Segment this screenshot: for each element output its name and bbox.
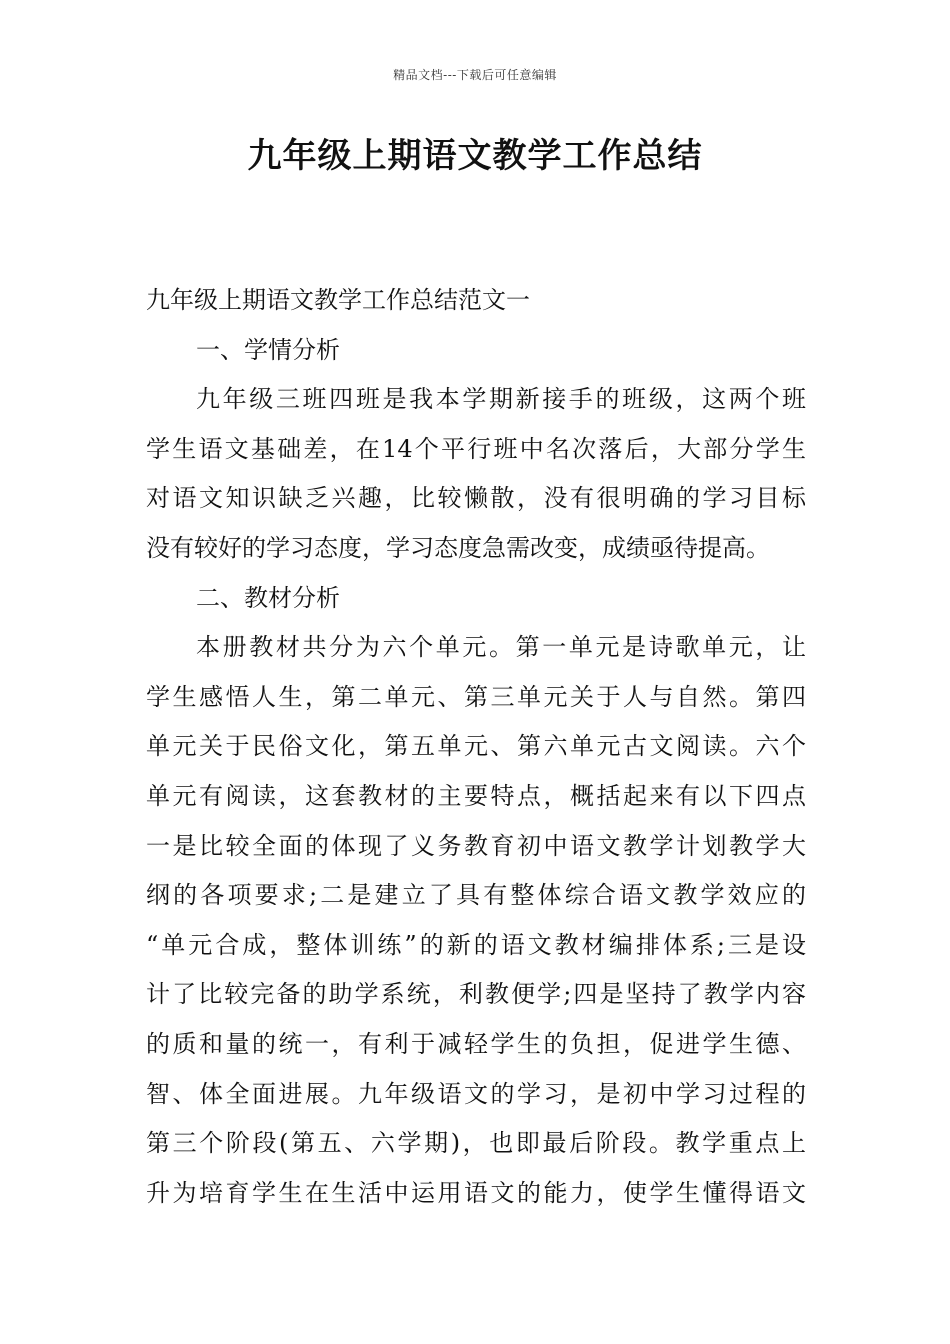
paragraph-line: 单元关于民俗文化，第五单元、第六单元古文阅读。六个	[146, 732, 806, 761]
paragraph-line: 九年级三班四班是我本学期新接手的班级，这两个班	[196, 385, 806, 414]
document-body	[146, 276, 806, 1218]
paragraph-line: 一是比较全面的体现了义务教育初中语文教学计划教学大	[146, 831, 806, 860]
paragraph-line: 对语文知识缺乏兴趣，比较懒散，没有很明确的学习目标	[146, 484, 806, 513]
part1-heading: 一、学情分析	[196, 335, 340, 364]
paragraph-line: 没有较好的学习态度，学习态度急需改变，成绩亟待提高。	[146, 533, 770, 562]
section-heading: 九年级上期语文教学工作总结范文一	[146, 286, 530, 314]
paragraph-line: 学生感悟人生，第二单元、第三单元关于人与自然。第四	[146, 682, 806, 711]
page-header-note: 精品文档---下载后可任意编辑	[393, 68, 557, 82]
paragraph-line: 学生语文基础差，在14个平行班中名次落后，大部分学生	[146, 434, 806, 463]
document-title: 九年级上期语文教学工作总结	[247, 136, 703, 176]
paragraph-line: 升为培育学生在生活中运用语文的能力，使学生懂得语文	[146, 1178, 806, 1207]
paragraph-line: “单元合成，整体训练”的新的语文教材编排体系;三是设	[146, 930, 806, 959]
paragraph-line: 计了比较完备的助学系统，利教便学;四是坚持了教学内容	[146, 980, 806, 1009]
paragraph-line: 本册教材共分为六个单元。第一单元是诗歌单元，让	[196, 633, 806, 662]
paragraph-line: 第三个阶段(第五、六学期)，也即最后阶段。教学重点上	[146, 1129, 806, 1158]
paragraph-line: 单元有阅读，这套教材的主要特点，概括起来有以下四点	[146, 781, 806, 810]
paragraph-line: 智、体全面进展。九年级语文的学习，是初中学习过程的	[146, 1079, 806, 1108]
part2-heading: 二、教材分析	[196, 583, 340, 612]
paragraph-line: 的质和量的统一，有利于减轻学生的负担，促进学生德、	[146, 1029, 806, 1058]
paragraph-line: 纲的各项要求;二是建立了具有整体综合语文教学效应的	[146, 881, 806, 910]
